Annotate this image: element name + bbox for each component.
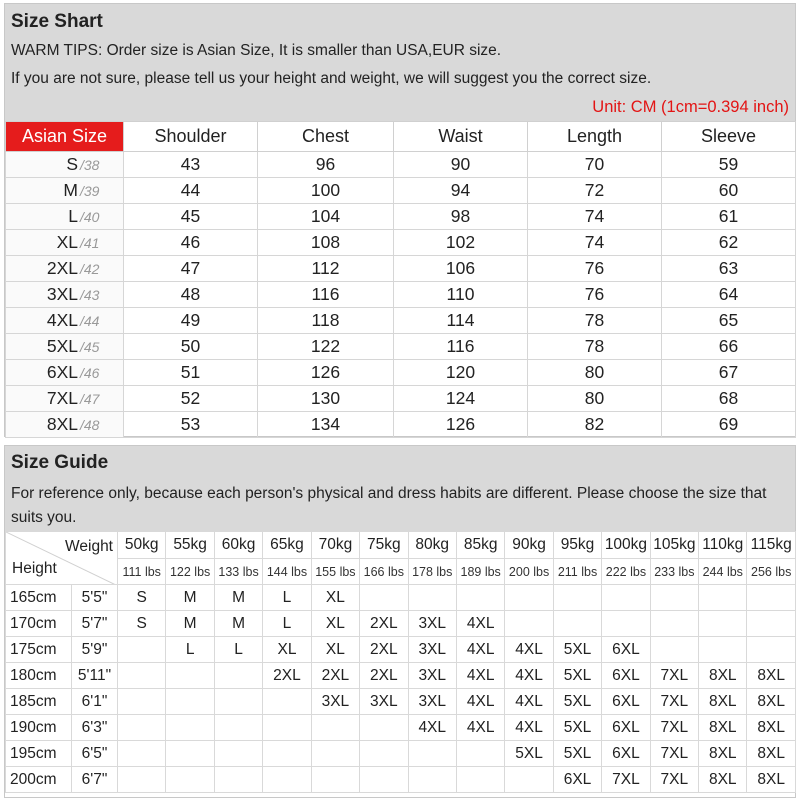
measurement-cell: 104 [258, 204, 394, 230]
recommended-size-cell: 4XL [505, 689, 553, 715]
size-guide-title: Size Guide [11, 452, 109, 473]
weight-kg-cell: 55kg [166, 532, 214, 559]
size-row [6, 386, 796, 412]
height-cm-cell: 165cm [6, 585, 72, 611]
weight-lbs-cell: 189 lbs [456, 559, 504, 585]
weight-lbs-row [6, 559, 796, 585]
recommended-size-cell [360, 715, 408, 741]
weight-kg-cell: 85kg [456, 532, 504, 559]
weight-kg-row [6, 532, 796, 559]
recommended-size-cell [408, 767, 456, 793]
eur-size-label: /41 [80, 235, 100, 251]
warm-tip: WARM TIPS: Order size is Asian Size, It is smaller than USA,EUR size. [11, 42, 502, 59]
height-ft-cell: 5'11" [72, 663, 118, 689]
asian-size-label: 2XL [46, 258, 78, 278]
size-chart-body [6, 152, 796, 438]
recommended-size-cell [214, 741, 262, 767]
measurement-cell: 72 [528, 178, 662, 204]
measurement-cell: 90 [394, 152, 528, 178]
recommended-size-cell [505, 767, 553, 793]
weight-lbs-cell: 166 lbs [360, 559, 408, 585]
measurement-cell: 78 [528, 308, 662, 334]
measurement-cell: 108 [258, 230, 394, 256]
recommended-size-cell: 7XL [650, 663, 698, 689]
size-cell [6, 334, 124, 360]
recommended-size-cell: 6XL [602, 663, 650, 689]
recommended-size-cell [747, 637, 795, 663]
size-row [6, 204, 796, 230]
measurement-cell: 106 [394, 256, 528, 282]
recommended-size-cell [699, 585, 747, 611]
measurement-cell: 112 [258, 256, 394, 282]
asian-size-label: L [68, 206, 78, 226]
recommended-size-cell [166, 689, 214, 715]
recommended-size-cell: XL [311, 611, 359, 637]
recommended-size-cell: L [214, 637, 262, 663]
size-cell [6, 360, 124, 386]
weight-height-corner [6, 532, 118, 585]
recommended-size-cell: 8XL [699, 715, 747, 741]
recommended-size-cell: 8XL [747, 715, 795, 741]
measurement-cell: 114 [394, 308, 528, 334]
measurement-cell: 122 [258, 334, 394, 360]
recommended-size-cell [650, 637, 698, 663]
recommended-size-cell: 4XL [505, 637, 553, 663]
eur-size-label: /43 [80, 287, 100, 303]
recommended-size-cell: 5XL [553, 741, 601, 767]
recommended-size-cell: 3XL [311, 689, 359, 715]
recommended-size-cell [456, 767, 504, 793]
size-cell [6, 308, 124, 334]
weight-lbs-cell: 256 lbs [747, 559, 795, 585]
height-row [6, 715, 796, 741]
recommended-size-cell [650, 611, 698, 637]
recommended-size-cell: 8XL [747, 741, 795, 767]
size-cell [6, 152, 124, 178]
col-header-chest: Chest [258, 122, 394, 152]
size-cell [6, 204, 124, 230]
recommended-size-cell: 8XL [699, 689, 747, 715]
weight-lbs-cell: 144 lbs [263, 559, 311, 585]
recommended-size-cell [263, 741, 311, 767]
recommended-size-cell: 6XL [602, 741, 650, 767]
recommended-size-cell [263, 715, 311, 741]
size-cell [6, 178, 124, 204]
height-ft-cell: 6'3" [72, 715, 118, 741]
measurement-cell: 76 [528, 256, 662, 282]
size-cell [6, 386, 124, 412]
weight-kg-cell: 75kg [360, 532, 408, 559]
recommended-size-cell [360, 585, 408, 611]
measurement-cell: 51 [124, 360, 258, 386]
recommended-size-cell: 8XL [747, 767, 795, 793]
recommended-size-cell: 3XL [408, 637, 456, 663]
measurement-cell: 46 [124, 230, 258, 256]
measurement-cell: 43 [124, 152, 258, 178]
recommended-size-cell: 8XL [747, 689, 795, 715]
weight-kg-cell: 115kg [747, 532, 795, 559]
measurement-cell: 61 [662, 204, 796, 230]
height-row [6, 741, 796, 767]
recommended-size-cell: 5XL [553, 637, 601, 663]
recommended-size-cell: 6XL [553, 767, 601, 793]
weight-kg-cell: 110kg [699, 532, 747, 559]
measurement-cell: 118 [258, 308, 394, 334]
weight-kg-cell: 100kg [602, 532, 650, 559]
recommended-size-cell [214, 689, 262, 715]
height-row [6, 637, 796, 663]
size-guide-header [5, 446, 795, 531]
weight-lbs-cell: 200 lbs [505, 559, 553, 585]
recommended-size-cell: 7XL [650, 767, 698, 793]
recommended-size-cell [456, 741, 504, 767]
recommended-size-cell [214, 663, 262, 689]
recommended-size-cell: 2XL [360, 637, 408, 663]
size-row [6, 256, 796, 282]
col-header-asian-size: Asian Size [6, 122, 124, 152]
recommended-size-cell [553, 585, 601, 611]
recommended-size-cell [408, 741, 456, 767]
size-guide-body [6, 532, 796, 793]
recommended-size-cell [602, 611, 650, 637]
recommended-size-cell: XL [311, 637, 359, 663]
recommended-size-cell: 7XL [650, 741, 698, 767]
measurement-cell: 110 [394, 282, 528, 308]
measurement-cell: 69 [662, 412, 796, 438]
height-row [6, 689, 796, 715]
measurement-cell: 126 [258, 360, 394, 386]
recommended-size-cell: 5XL [553, 715, 601, 741]
suggest-tip: If you are not sure, please tell us your height and weight, we will suggest you the correct size. [11, 70, 652, 87]
height-axis-label: Height [12, 560, 57, 577]
size-chart-header [5, 4, 795, 121]
measurement-cell: 67 [662, 360, 796, 386]
measurement-cell: 102 [394, 230, 528, 256]
size-cell [6, 230, 124, 256]
size-chart-header-row [6, 122, 796, 152]
recommended-size-cell: 4XL [456, 637, 504, 663]
weight-kg-cell: 105kg [650, 532, 698, 559]
recommended-size-cell [747, 585, 795, 611]
recommended-size-cell: 4XL [408, 715, 456, 741]
measurement-cell: 70 [528, 152, 662, 178]
measurement-cell: 48 [124, 282, 258, 308]
height-ft-cell: 5'5" [72, 585, 118, 611]
eur-size-label: /44 [80, 313, 100, 329]
unit-label: Unit: CM (1cm=0.394 inch) [592, 98, 789, 116]
recommended-size-cell [166, 767, 214, 793]
recommended-size-cell: 6XL [602, 689, 650, 715]
recommended-size-cell: 7XL [602, 767, 650, 793]
recommended-size-cell: 4XL [456, 689, 504, 715]
recommended-size-cell: S [118, 585, 166, 611]
size-cell [6, 412, 124, 438]
recommended-size-cell: 5XL [505, 741, 553, 767]
recommended-size-cell: L [263, 611, 311, 637]
recommended-size-cell [311, 715, 359, 741]
recommended-size-cell: 6XL [602, 637, 650, 663]
recommended-size-cell: 2XL [311, 663, 359, 689]
recommended-size-cell [118, 741, 166, 767]
height-ft-cell: 5'9" [72, 637, 118, 663]
measurement-cell: 76 [528, 282, 662, 308]
recommended-size-cell: 8XL [699, 663, 747, 689]
eur-size-label: /39 [80, 183, 100, 199]
recommended-size-cell: L [166, 637, 214, 663]
asian-size-label: 8XL [46, 414, 78, 434]
measurement-cell: 124 [394, 386, 528, 412]
asian-size-label: S [66, 154, 78, 174]
recommended-size-cell [118, 637, 166, 663]
size-guide-table [5, 531, 796, 793]
recommended-size-cell [166, 715, 214, 741]
height-cm-cell: 200cm [6, 767, 72, 793]
height-ft-cell: 6'1" [72, 689, 118, 715]
weight-lbs-cell: 222 lbs [602, 559, 650, 585]
recommended-size-cell [505, 585, 553, 611]
recommended-size-cell: 8XL [699, 767, 747, 793]
recommended-size-cell [166, 741, 214, 767]
size-row [6, 282, 796, 308]
recommended-size-cell [118, 715, 166, 741]
measurement-cell: 116 [258, 282, 394, 308]
eur-size-label: /46 [80, 365, 100, 381]
recommended-size-cell [456, 585, 504, 611]
asian-size-label: 3XL [46, 284, 78, 304]
recommended-size-cell: 5XL [553, 689, 601, 715]
height-row [6, 611, 796, 637]
asian-size-label: M [63, 180, 78, 200]
height-ft-cell: 6'7" [72, 767, 118, 793]
recommended-size-cell: 8XL [747, 663, 795, 689]
height-cm-cell: 180cm [6, 663, 72, 689]
eur-size-label: /38 [80, 157, 100, 173]
recommended-size-cell: 7XL [650, 715, 698, 741]
measurement-cell: 130 [258, 386, 394, 412]
measurement-cell: 68 [662, 386, 796, 412]
recommended-size-cell: M [214, 585, 262, 611]
recommended-size-cell: 5XL [553, 663, 601, 689]
size-row [6, 152, 796, 178]
weight-kg-cell: 50kg [118, 532, 166, 559]
size-chart-panel [4, 3, 796, 437]
measurement-cell: 80 [528, 386, 662, 412]
recommended-size-cell [263, 689, 311, 715]
recommended-size-cell: 7XL [650, 689, 698, 715]
asian-size-label: XL [56, 232, 78, 252]
recommended-size-cell: 3XL [408, 611, 456, 637]
eur-size-label: /45 [80, 339, 100, 355]
recommended-size-cell [311, 741, 359, 767]
recommended-size-cell: 4XL [505, 715, 553, 741]
measurement-cell: 65 [662, 308, 796, 334]
recommended-size-cell: 3XL [360, 689, 408, 715]
height-row [6, 767, 796, 793]
size-chart-title: Size Shart [11, 11, 103, 32]
height-cm-cell: 190cm [6, 715, 72, 741]
recommended-size-cell: 2XL [360, 663, 408, 689]
recommended-size-cell: 6XL [602, 715, 650, 741]
col-header-length: Length [528, 122, 662, 152]
recommended-size-cell: 4XL [456, 715, 504, 741]
measurement-cell: 74 [528, 204, 662, 230]
recommended-size-cell [650, 585, 698, 611]
eur-size-label: /42 [80, 261, 100, 277]
weight-lbs-cell: 155 lbs [311, 559, 359, 585]
weight-axis-label: Weight [65, 538, 113, 555]
weight-kg-cell: 95kg [553, 532, 601, 559]
recommended-size-cell: 4XL [456, 663, 504, 689]
recommended-size-cell [699, 637, 747, 663]
weight-kg-cell: 90kg [505, 532, 553, 559]
asian-size-label: 7XL [46, 388, 78, 408]
size-row [6, 178, 796, 204]
measurement-cell: 94 [394, 178, 528, 204]
measurement-cell: 62 [662, 230, 796, 256]
recommended-size-cell: XL [263, 637, 311, 663]
height-cm-cell: 195cm [6, 741, 72, 767]
measurement-cell: 49 [124, 308, 258, 334]
weight-kg-cell: 60kg [214, 532, 262, 559]
recommended-size-cell [553, 611, 601, 637]
weight-kg-cell: 80kg [408, 532, 456, 559]
asian-size-label: 6XL [46, 362, 78, 382]
col-header-waist: Waist [394, 122, 528, 152]
recommended-size-cell: 2XL [263, 663, 311, 689]
recommended-size-cell [118, 767, 166, 793]
recommended-size-cell: L [263, 585, 311, 611]
recommended-size-cell: XL [311, 585, 359, 611]
size-row [6, 308, 796, 334]
measurement-cell: 63 [662, 256, 796, 282]
measurement-cell: 116 [394, 334, 528, 360]
recommended-size-cell [699, 611, 747, 637]
weight-lbs-cell: 178 lbs [408, 559, 456, 585]
measurement-cell: 52 [124, 386, 258, 412]
recommended-size-cell [505, 611, 553, 637]
weight-kg-cell: 65kg [263, 532, 311, 559]
recommended-size-cell: 4XL [456, 611, 504, 637]
size-row [6, 334, 796, 360]
measurement-cell: 74 [528, 230, 662, 256]
measurement-cell: 45 [124, 204, 258, 230]
recommended-size-cell: 3XL [408, 663, 456, 689]
eur-size-label: /48 [80, 417, 100, 433]
measurement-cell: 98 [394, 204, 528, 230]
height-ft-cell: 6'5" [72, 741, 118, 767]
recommended-size-cell [118, 689, 166, 715]
measurement-cell: 66 [662, 334, 796, 360]
measurement-cell: 126 [394, 412, 528, 438]
weight-lbs-cell: 211 lbs [553, 559, 601, 585]
recommended-size-cell: 8XL [699, 741, 747, 767]
weight-lbs-cell: 233 lbs [650, 559, 698, 585]
recommended-size-cell: S [118, 611, 166, 637]
recommended-size-cell: 2XL [360, 611, 408, 637]
measurement-cell: 82 [528, 412, 662, 438]
measurement-cell: 44 [124, 178, 258, 204]
size-chart-table [5, 121, 796, 438]
recommended-size-cell [214, 715, 262, 741]
recommended-size-cell [602, 585, 650, 611]
eur-size-label: /40 [80, 209, 100, 225]
recommended-size-cell: 3XL [408, 689, 456, 715]
height-ft-cell: 5'7" [72, 611, 118, 637]
col-header-shoulder: Shoulder [124, 122, 258, 152]
measurement-cell: 60 [662, 178, 796, 204]
measurement-cell: 134 [258, 412, 394, 438]
recommended-size-cell: 4XL [505, 663, 553, 689]
recommended-size-cell [408, 585, 456, 611]
measurement-cell: 100 [258, 178, 394, 204]
weight-lbs-cell: 244 lbs [699, 559, 747, 585]
recommended-size-cell [263, 767, 311, 793]
height-cm-cell: 170cm [6, 611, 72, 637]
size-row [6, 360, 796, 386]
height-row [6, 663, 796, 689]
recommended-size-cell [747, 611, 795, 637]
measurement-cell: 59 [662, 152, 796, 178]
recommended-size-cell [360, 741, 408, 767]
measurement-cell: 47 [124, 256, 258, 282]
weight-kg-cell: 70kg [311, 532, 359, 559]
size-cell [6, 256, 124, 282]
measurement-cell: 53 [124, 412, 258, 438]
size-row [6, 412, 796, 438]
size-cell [6, 282, 124, 308]
recommended-size-cell: M [166, 611, 214, 637]
measurement-cell: 78 [528, 334, 662, 360]
measurement-cell: 96 [258, 152, 394, 178]
measurement-cell: 50 [124, 334, 258, 360]
measurement-cell: 80 [528, 360, 662, 386]
asian-size-label: 5XL [46, 336, 78, 356]
height-row [6, 585, 796, 611]
measurement-cell: 64 [662, 282, 796, 308]
recommended-size-cell [360, 767, 408, 793]
recommended-size-cell: M [214, 611, 262, 637]
height-cm-cell: 175cm [6, 637, 72, 663]
weight-lbs-cell: 111 lbs [118, 559, 166, 585]
recommended-size-cell [118, 663, 166, 689]
height-cm-cell: 185cm [6, 689, 72, 715]
size-guide-note: For reference only, because each person's physical and dress habits are different. Please choose the size that suits you. [11, 485, 767, 526]
recommended-size-cell: M [166, 585, 214, 611]
col-header-sleeve: Sleeve [662, 122, 796, 152]
measurement-cell: 120 [394, 360, 528, 386]
asian-size-label: 4XL [46, 310, 78, 330]
recommended-size-cell [214, 767, 262, 793]
recommended-size-cell [166, 663, 214, 689]
size-row [6, 230, 796, 256]
weight-lbs-cell: 133 lbs [214, 559, 262, 585]
eur-size-label: /47 [80, 391, 100, 407]
recommended-size-cell [311, 767, 359, 793]
size-guide-panel [4, 445, 796, 798]
weight-lbs-cell: 122 lbs [166, 559, 214, 585]
